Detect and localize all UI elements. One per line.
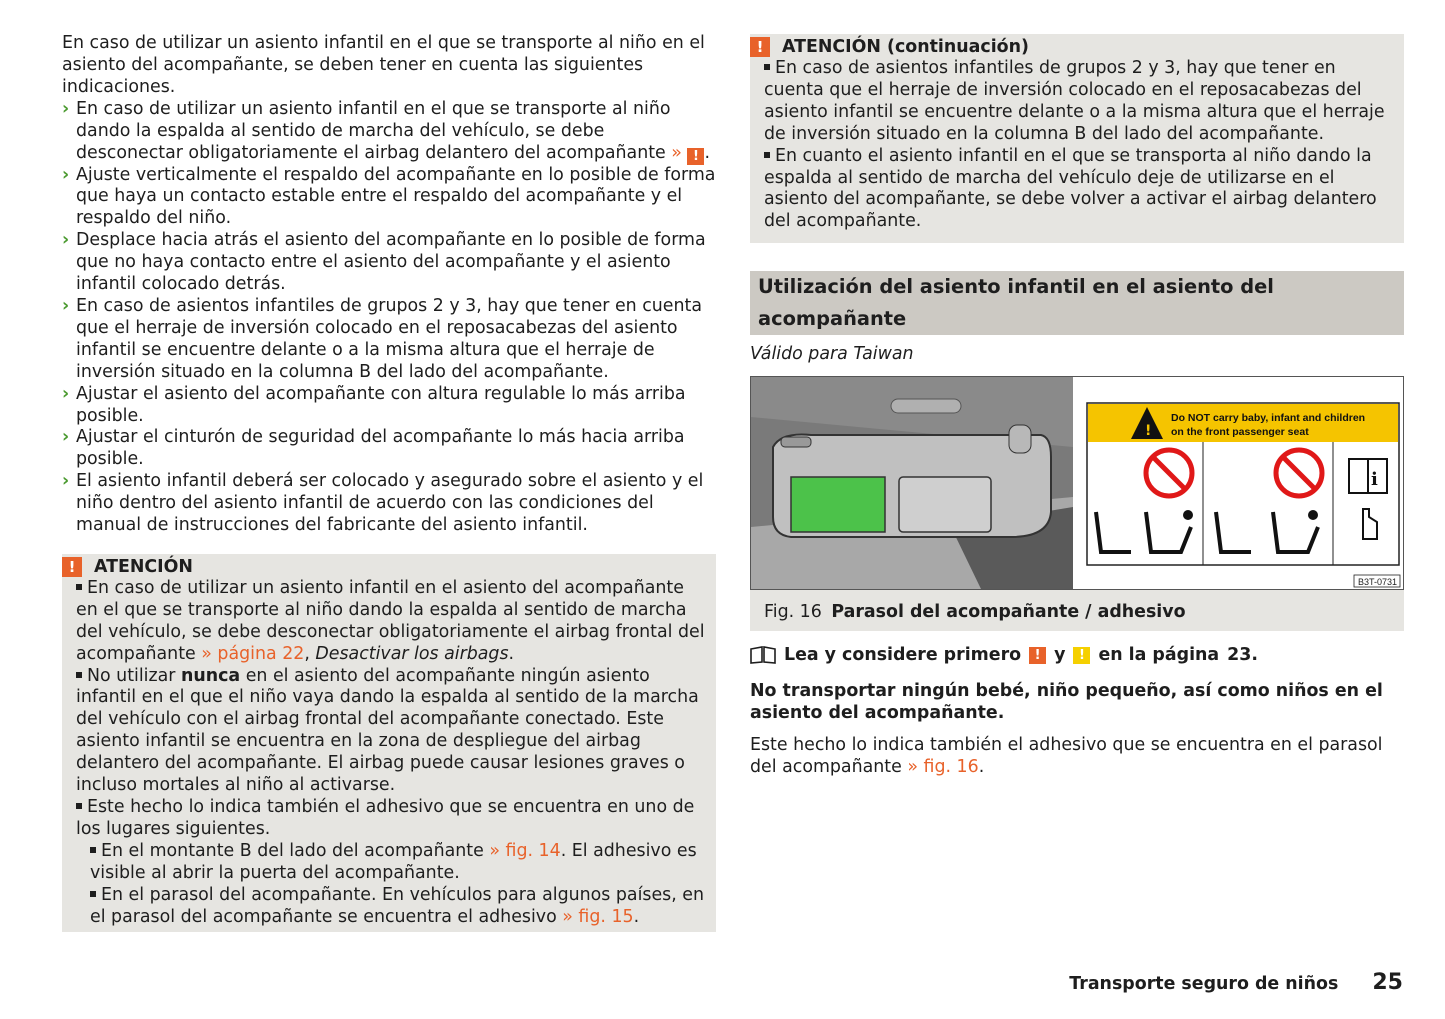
attention-header: ! ATENCIÓN (continuación) [750, 34, 1394, 58]
svg-text:i: i [1371, 469, 1378, 491]
figure-code: B3T-0731 [1358, 577, 1398, 588]
link-arrow[interactable]: » [671, 142, 682, 163]
attention-box [62, 554, 716, 933]
page-link[interactable]: » página 22 [201, 643, 305, 664]
note-icon: ! [1073, 647, 1090, 664]
attention-item: En cuanto el asiento infantil en el que se transporta al niño dando la espalda al sentido de marcha del vehículo deje de utilizarse en el asiento del acompañante, se debe volver a activar el airbag delantero del acompañante. [764, 145, 1377, 232]
list-item: › En caso de asientos infantiles de grupos 2 y 3, hay que tener en cuenta que el herraje de inversión colocado en el reposacabezas del asiento infantil se encuentre delante o a la misma altura que el herraje de inversión situado en la columna B del lado del acompañante. [62, 295, 703, 382]
book-icon [750, 646, 776, 664]
sticker-text-1: Do NOT carry baby, infant and children [1171, 412, 1366, 425]
fig-link[interactable]: » fig. 16 [907, 756, 979, 777]
validity-note: Válido para Taiwan [750, 344, 914, 365]
list-item: › Desplace hacia atrás el asiento del acompañante en lo posible de forma que no haya contacto entre el asiento del acompañante y el asiento infantil colocado detrás. [62, 230, 706, 295]
sun-visor-illustration [751, 377, 1403, 589]
svg-text:!: ! [1145, 423, 1152, 440]
attention-header: ! ATENCIÓN [62, 554, 706, 578]
sticker-location [791, 477, 885, 532]
list-item: › El asiento infantil deberá ser colocado y asegurado sobre el asiento y el niño dentro del asiento infantil de acuerdo con las condiciones del manual de instrucciones del fabricante del asiento infantil. [62, 471, 704, 536]
attention-subitem: En el montante B del lado del acompañante » fig. 14. El adhesivo es visible al abrir la puerta del acompañante. [90, 840, 697, 883]
warning-paragraph: No transportar ningún bebé, niño pequeño, así como niños en el asiento del acompañante. [750, 681, 1383, 724]
attention-item: En caso de asientos infantiles de grupos 2 y 3, hay que tener en cuenta que el herraje de inversión colocado en el reposacabezas del asiento infantil se encuentre delante o a la misma altura que el herraje de inversión situado en la columna B del lado del acompañante. [764, 58, 1385, 144]
instruction-list [62, 99, 716, 537]
warning-icon: ! [687, 148, 704, 165]
attention-item: En caso de utilizar un asiento infantil en el asiento del acompañante en el que se transporte al niño dando la espalda al sentido de marcha del vehículo, se debe desconectar obligatoriamente el airbag frontal del acompañante » página 22, Desactivar los airbags. [76, 577, 705, 664]
warning-icon: ! [1029, 647, 1046, 664]
attention-item: No utilizar nunca en el asiento del acompañante ningún asiento infantil en el que el niño vaya dando la espalda al sentido de la marcha del vehículo con el airbag frontal del acompañante conectado. Este asiento infantil se encuentra en la zona de despliegue del airbag delantero del acompañante. El airbag puede causar lesiones graves o incluso mortales al niño al activarse. [76, 665, 699, 796]
fig-link[interactable]: » fig. 14 [489, 840, 561, 861]
right-column [750, 34, 1404, 779]
intro-paragraph: En caso de utilizar un asiento infantil en el que se transporte al niño en el asiento del acompañante, se deben tener en cuenta las siguientes indicaciones. [62, 33, 705, 97]
attention-continued-box [750, 34, 1404, 243]
attention-subitem: En el parasol del acompañante. En vehículos para algunos países, en el parasol del acompañante se encuentra el adhesivo » fig. 15. [90, 884, 705, 927]
left-column [62, 32, 716, 932]
read-first-note: Lea y considere primero ! y ! en la página 23. [750, 645, 1404, 665]
attention-item: Este hecho lo indica también el adhesivo que se encuentra en uno de los lugares siguientes. [76, 797, 695, 839]
footer-section: Transporte seguro de niños [1069, 974, 1339, 994]
list-item: › Ajustar el asiento del acompañante con altura regulable lo más arriba posible. [62, 383, 686, 426]
sticker-text-2: on the front passenger seat [1171, 426, 1309, 439]
figure-caption: Fig. 16 Parasol del acompañante / adhesivo [750, 590, 1404, 631]
warning-icon: ! [62, 557, 82, 577]
page-number: 25 [1372, 970, 1403, 995]
list-item: › Ajustar el cinturón de seguridad del acompañante lo más hacia arriba posible. [62, 427, 685, 470]
page-footer [1069, 970, 1403, 995]
list-item: › Ajuste verticalmente el respaldo del acompañante en lo posible de forma que haya un contacto estable entre el respaldo del acompañante y el respaldo del niño. [62, 164, 716, 229]
section-title: Utilización del asiento infantil en el asiento del acompañante [750, 271, 1404, 335]
figure-sun-visor [750, 376, 1404, 590]
fig-link[interactable]: » fig. 15 [562, 906, 634, 927]
sticker-note: Este hecho lo indica también el adhesivo que se encuentra en el parasol del acompañante » fig. 16. [750, 735, 1383, 777]
warning-icon: ! [750, 37, 770, 57]
list-item: › En caso de utilizar un asiento infantil en el que se transporte al niño dando la espalda al sentido de marcha del vehículo, se debe desconectar obligatoriamente el airbag delantero del acompañante » ! . [62, 98, 710, 164]
